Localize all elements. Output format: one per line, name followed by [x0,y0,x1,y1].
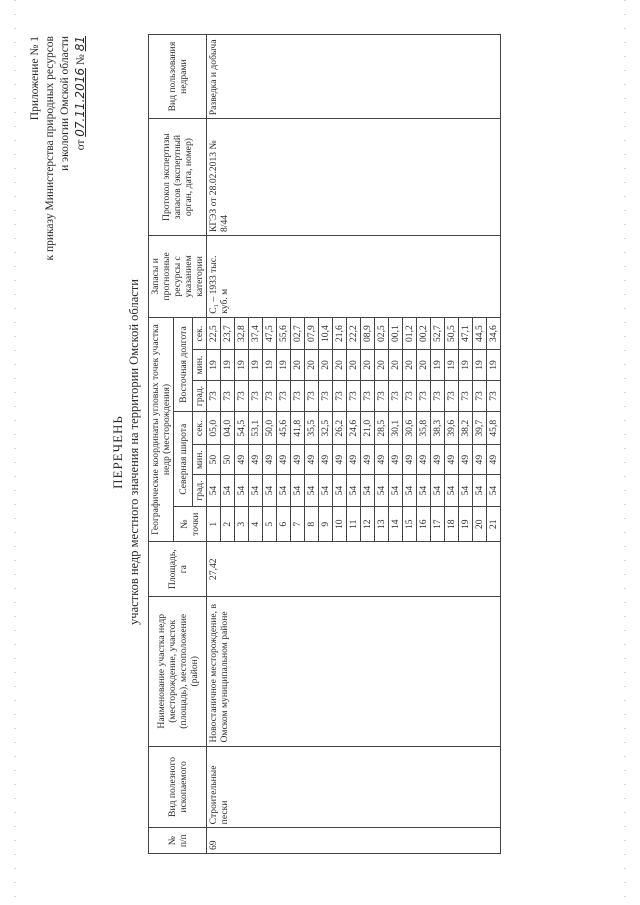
north-sec: 04,0 [221,412,235,445]
north-sec: 24,6 [347,412,361,445]
order-date: 07.11.2016 [73,68,87,137]
table-row [207,35,221,854]
north-sec: 35,8 [417,412,431,445]
east-min: 20 [375,350,389,380]
east-min: 20 [347,350,361,380]
north-sec: 41,8 [291,412,305,445]
title-sub: участков недр местного значения на территории Омской области [127,279,141,625]
east-sec: 23,7 [221,317,235,350]
east-deg: 73 [207,380,221,412]
order-number: 81 [73,36,87,52]
east-sec: 00,2 [417,317,431,350]
north-deg: 54 [459,475,473,507]
east-min: 20 [305,350,319,380]
east-sec: 44,5 [473,317,487,350]
east-min: 19 [459,350,473,380]
point-number: 7 [291,507,305,542]
north-min: 49 [417,445,431,475]
point-number: 12 [361,507,375,542]
east-sec: 50,5 [445,317,459,350]
north-deg: 54 [291,475,305,507]
east-sec: 07,9 [305,317,319,350]
title-main: ПЕРЕЧЕНЬ [110,415,125,489]
north-deg: 54 [221,475,235,507]
east-min: 19 [263,350,277,380]
point-number: 13 [375,507,389,542]
east-sec: 32,8 [235,317,249,350]
north-sec: 39,6 [445,412,459,445]
point-number: 4 [249,507,263,542]
east-sec: 02,7 [291,317,305,350]
north-min: 49 [487,445,501,475]
east-deg: 73 [347,380,361,412]
header-protocol: Протокол экспертизы запасов (экспертный орган, дата, номер) [149,119,207,236]
north-min: 49 [263,445,277,475]
north-deg: 54 [207,475,221,507]
date-prefix: от [75,139,87,151]
east-sec: 22,2 [347,317,361,350]
north-min: 49 [459,445,473,475]
east-min: 19 [277,350,291,380]
east-sec: 10,4 [319,317,333,350]
east-min: 19 [473,350,487,380]
north-min: 49 [375,445,389,475]
point-number: 18 [445,507,459,542]
east-deg: 73 [487,380,501,412]
north-deg: 54 [403,475,417,507]
north-deg: 54 [431,475,445,507]
east-sec: 55,6 [277,317,291,350]
point-number: 6 [277,507,291,542]
point-number: 2 [221,507,235,542]
north-min: 49 [347,445,361,475]
header-row-1 [149,35,174,854]
north-min: 49 [291,445,305,475]
east-min: 20 [333,350,347,380]
appendix-line-3: и экологии Омской области [59,36,71,171]
north-deg: 54 [487,475,501,507]
east-min: 20 [319,350,333,380]
header-reserves: Запасы и прогнозные ресурсы с указанием категории [149,235,207,317]
north-deg: 54 [375,475,389,507]
north-deg: 54 [389,475,403,507]
east-min: 19 [221,350,235,380]
point-number: 9 [319,507,333,542]
east-deg: 73 [417,380,431,412]
north-min: 49 [431,445,445,475]
table-body [207,35,501,854]
point-number: 20 [473,507,487,542]
east-sec: 02,5 [375,317,389,350]
header-east-deg: град. [193,380,207,412]
east-min: 19 [487,350,501,380]
north-sec: 45,8 [487,412,501,445]
north-min: 49 [235,445,249,475]
north-sec: 30,6 [403,412,417,445]
record-protocol: КГЭЗ от 28.02.2013 № 8/44 [207,119,501,236]
north-deg: 54 [473,475,487,507]
north-min: 49 [473,445,487,475]
east-deg: 73 [361,380,375,412]
east-min: 19 [235,350,249,380]
east-sec: 01,2 [403,317,417,350]
east-deg: 73 [431,380,445,412]
east-min: 20 [417,350,431,380]
header-north-sec: сек. [193,412,207,445]
appendix-line-1: Приложение № 1 [29,36,41,121]
north-sec: 35,5 [305,412,319,445]
north-sec: 26,2 [333,412,347,445]
east-min: 19 [249,350,263,380]
point-number: 10 [333,507,347,542]
point-number: 15 [403,507,417,542]
point-number: 16 [417,507,431,542]
header-coords: Географические координаты угловых точек участка недр (месторождения) [149,317,174,542]
header-north: Северная широта [174,412,193,507]
north-sec: 32,5 [319,412,333,445]
north-min: 49 [277,445,291,475]
north-sec: 54,5 [235,412,249,445]
point-number: 14 [389,507,403,542]
north-min: 49 [249,445,263,475]
header-east-sec: сек. [193,317,207,350]
point-number: 5 [263,507,277,542]
document-title [110,22,142,882]
east-min: 20 [389,350,403,380]
header-north-deg: град. [193,475,207,507]
header-usage: Вид пользования недрами [149,35,207,119]
north-sec: 21,0 [361,412,375,445]
east-min: 20 [291,350,305,380]
header-area: Площадь, га [149,542,207,597]
north-deg: 54 [333,475,347,507]
point-number: 3 [235,507,249,542]
east-sec: 34,6 [487,317,501,350]
deposits-table [148,34,501,854]
header-east: Восточная долгота [174,317,193,412]
record-name: Новостаничное месторождение, в Омском муниципальном районе [207,597,501,747]
north-min: 49 [389,445,403,475]
east-deg: 73 [291,380,305,412]
record-mineral: Строительные пески [207,746,501,828]
east-sec: 37,4 [249,317,263,350]
east-deg: 73 [333,380,347,412]
north-min: 50 [207,445,221,475]
north-deg: 54 [347,475,361,507]
north-deg: 54 [277,475,291,507]
north-sec: 50,0 [263,412,277,445]
north-min: 49 [403,445,417,475]
east-sec: 47,5 [263,317,277,350]
north-deg: 54 [445,475,459,507]
east-min: 19 [207,350,221,380]
north-min: 49 [319,445,333,475]
record-usage: Разведка и добыча [207,35,501,119]
east-deg: 73 [277,380,291,412]
header-east-min: мин. [193,350,207,380]
east-sec: 52,7 [431,317,445,350]
north-deg: 54 [305,475,319,507]
east-sec: 00,1 [389,317,403,350]
point-number: 8 [305,507,319,542]
north-deg: 54 [319,475,333,507]
north-deg: 54 [361,475,375,507]
point-number: 1 [207,507,221,542]
east-deg: 73 [249,380,263,412]
header-name: Наименование участка недр (месторождение, участок (площадь), местоположение (район) [149,597,207,747]
north-sec: 38,3 [431,412,445,445]
header-point: № точки [174,507,207,542]
east-deg: 73 [403,380,417,412]
rotated-document [20,22,620,882]
north-min: 49 [445,445,459,475]
east-deg: 73 [221,380,235,412]
scan-dotted-line-right [624,0,626,905]
record-area: 27,42 [207,542,501,597]
point-number: 19 [459,507,473,542]
north-deg: 54 [249,475,263,507]
record-reserves: C₁ – 1933 тыс. куб. м [207,235,501,317]
north-deg: 54 [263,475,277,507]
north-sec: 45,6 [277,412,291,445]
east-min: 20 [403,350,417,380]
header-north-min: мин. [193,445,207,475]
north-min: 49 [305,445,319,475]
appendix-date-line [73,36,89,396]
point-number: 17 [431,507,445,542]
north-deg: 54 [235,475,249,507]
east-sec: 22,5 [207,317,221,350]
east-deg: 73 [305,380,319,412]
east-deg: 73 [389,380,403,412]
east-min: 20 [361,350,375,380]
north-sec: 05,0 [207,412,221,445]
point-number: 11 [347,507,361,542]
north-sec: 28,5 [375,412,389,445]
east-sec: 47,1 [459,317,473,350]
header-num: № п/п [149,828,207,854]
east-min: 19 [445,350,459,380]
east-sec: 08,9 [361,317,375,350]
header-mineral: Вид полезного ископаемого [149,746,207,828]
east-deg: 73 [375,380,389,412]
east-deg: 73 [235,380,249,412]
east-deg: 73 [263,380,277,412]
east-deg: 73 [473,380,487,412]
north-min: 50 [221,445,235,475]
number-prefix: № [75,54,87,66]
north-min: 49 [361,445,375,475]
north-sec: 38,2 [459,412,473,445]
appendix-header [28,36,89,396]
north-sec: 30,1 [389,412,403,445]
north-deg: 54 [417,475,431,507]
point-number: 21 [487,507,501,542]
north-sec: 53,1 [249,412,263,445]
north-sec: 39,7 [473,412,487,445]
record-num: 69 [207,828,501,854]
east-deg: 73 [319,380,333,412]
appendix-line-2: к приказу Министерства природных ресурсов [44,36,56,261]
east-deg: 73 [459,380,473,412]
east-min: 19 [431,350,445,380]
east-sec: 21,6 [333,317,347,350]
scan-dotted-line-left [14,0,16,905]
east-deg: 73 [445,380,459,412]
north-min: 49 [333,445,347,475]
